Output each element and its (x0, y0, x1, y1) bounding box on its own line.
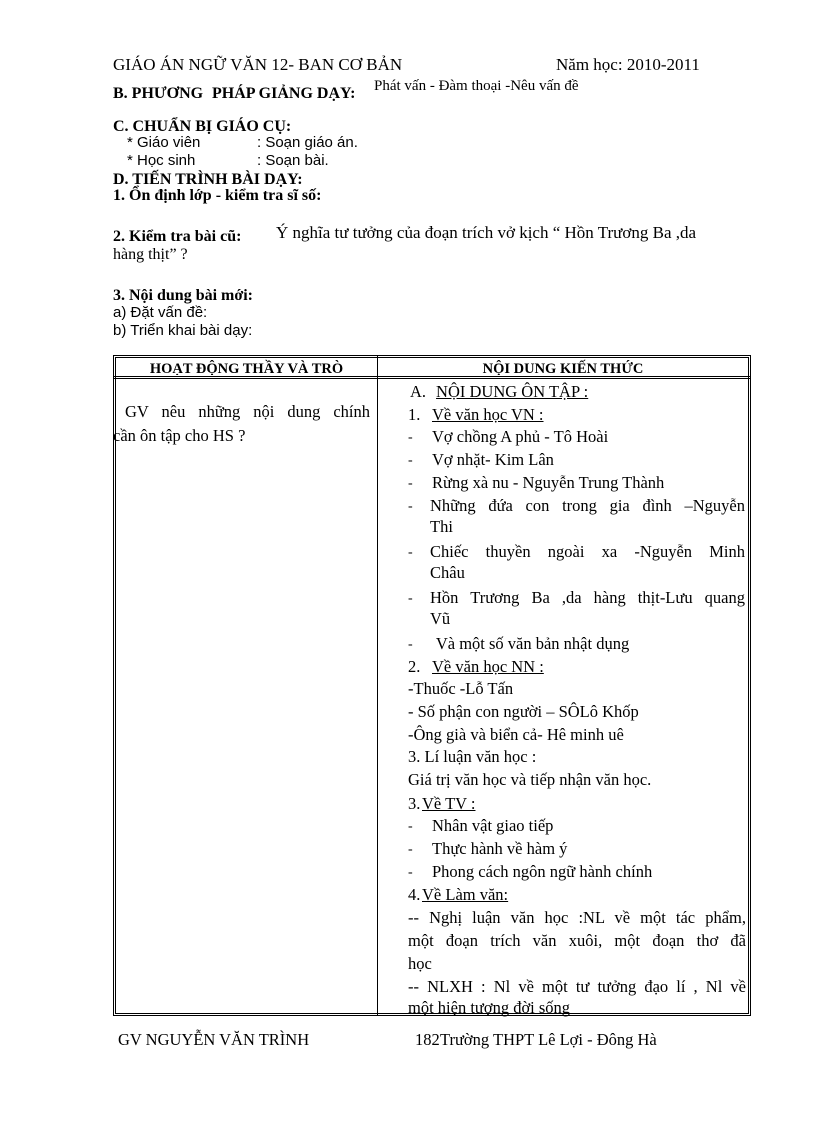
lv-item-1: -- Nghị luận văn học :NL về một tác phẩm, (408, 908, 746, 927)
bullet-dash: - (408, 453, 413, 468)
bullet-dash: - (408, 819, 413, 834)
bullet-dash: - (408, 430, 413, 445)
vn-item-6-cont: Vũ (430, 609, 451, 628)
table-header-activities: HOẠT ĐỘNG THẦY VÀ TRÒ (149, 361, 344, 375)
nn-item-3: -Ông già và biển cả- Hê minh uê (408, 725, 624, 744)
h4-vietnamese: Về TV : (422, 794, 476, 813)
document-header-title: GIÁO ÁN NGỮ VĂN 12- BAN CƠ BẢN (113, 55, 403, 74)
step-2-label: 2. Kiểm tra bài cũ: (113, 228, 242, 245)
footer-school: Trường THPT Lê Lợi - Đông Hà (440, 1030, 657, 1049)
lv-item-1-cont: một đoạn trích văn xuôi, một đoạn thơ đã (408, 931, 746, 950)
h2-number: 2. (408, 657, 421, 676)
h1-vn-literature: Về văn học VN : (432, 405, 544, 424)
footer-page-number: 182 (415, 1030, 440, 1049)
step-2-question-cont: hàng thịt” ? (113, 246, 188, 263)
teacher-prep-value: : Soạn giáo án. (257, 134, 358, 151)
section-a-heading (410, 380, 588, 403)
h3-literary-theory: 3. Lí luận văn học : (408, 747, 537, 766)
step-3a: a) Đặt vấn đề: (113, 304, 208, 321)
vn-item-6: Hồn Trương Ba ,da hàng thịt-Lưu quang (430, 588, 745, 607)
student-prep-value: : Soạn bài. (257, 152, 329, 169)
vn-item-5: Chiếc thuyền ngoài xa -Nguyễn Minh (430, 542, 745, 561)
vn-item-2: Vợ nhặt- Kim Lân (432, 450, 554, 469)
bullet-dash: - (408, 865, 413, 880)
vn-item-7: Và một số văn bản nhật dụng (432, 634, 630, 653)
step-3: 3. Nội dung bài mới: (113, 287, 253, 304)
h3-text: Giá trị văn học và tiếp nhận văn học. (408, 770, 652, 789)
left-cell-question: GV nêu những nội dung chính (125, 402, 370, 421)
footer-teacher: GV NGUYỄN VĂN TRÌNH (118, 1030, 310, 1049)
tv-item-1: Nhân vật giao tiếp (432, 816, 554, 835)
h1-number: 1. (408, 405, 421, 424)
lv-item-1-end: học (408, 954, 432, 973)
vn-item-5-cont: Châu (430, 563, 465, 582)
nn-item-1: -Thuốc -Lỗ Tấn (408, 679, 514, 698)
tv-item-2: Thực hành về hàm ý (432, 839, 568, 858)
bullet-dash: - (408, 842, 413, 857)
vn-item-1: Vợ chồng A phủ - Tô Hoài (432, 427, 609, 446)
vn-item-4-cont: Thi (430, 517, 453, 536)
step-1: 1. Ổn định lớp - kiểm tra sĩ số: (113, 187, 322, 204)
bullet-dash: - (408, 545, 413, 560)
section-c-title: C. CHUẨN BỊ GIÁO CỤ: (113, 118, 292, 135)
section-a-prefix: A. (410, 382, 427, 401)
left-cell-question-cont: cần ôn tập cho HS ? (113, 426, 246, 445)
teacher-prep-label: * Giáo viên (127, 134, 201, 151)
table-column-divider (377, 355, 378, 1016)
tv-item-3: Phong cách ngôn ngữ hành chính (432, 862, 653, 881)
bullet-dash: - (408, 591, 413, 606)
table-header-content: NỘI DUNG KIẾN THỨC (482, 361, 644, 375)
table-header-divider (113, 376, 751, 379)
vn-item-4: Những đứa con trong gia đình –Nguyễn (430, 496, 745, 515)
section-a-title: NỘI DUNG ÔN TẬP : (436, 382, 589, 401)
h5-number: 4. (408, 885, 421, 904)
h4-number: 3. (408, 794, 421, 813)
section-d-title: D. TIẾN TRÌNH BÀI DẠY: (113, 171, 303, 188)
lv-item-2: -- NLXH : Nl về một tư tưởng đạo lí , Nl về (408, 977, 746, 996)
bullet-dash: - (408, 637, 413, 652)
h5-composition: Về Làm văn: (422, 885, 509, 904)
bullet-dash: - (408, 499, 413, 514)
nn-item-2: - Số phận con người – SÔLô Khốp (408, 702, 639, 721)
bullet-dash: - (408, 476, 413, 491)
step-2-question: Ý nghĩa tư tưởng của đoạn trích vở kịch “ Hồn Trương Ba ,da (276, 223, 697, 242)
section-b-label-cont: PHÁP GIẢNG DẠY: (212, 85, 356, 102)
section-b-methods: Phát vấn - Đàm thoại -Nêu vấn đề (374, 78, 579, 94)
lv-item-2-cont: một hiện tượng đời sống (408, 998, 571, 1017)
school-year: Năm học: 2010-2011 (556, 55, 700, 74)
step-3b: b) Triển khai bài dạy: (113, 322, 253, 339)
section-b-label: B. PHƯƠNG (113, 85, 204, 102)
student-prep-label: * Học sinh (127, 152, 196, 169)
vn-item-3: Rừng xà nu - Nguyễn Trung Thành (432, 473, 665, 492)
h2-foreign-literature: Về văn học NN : (432, 657, 544, 676)
